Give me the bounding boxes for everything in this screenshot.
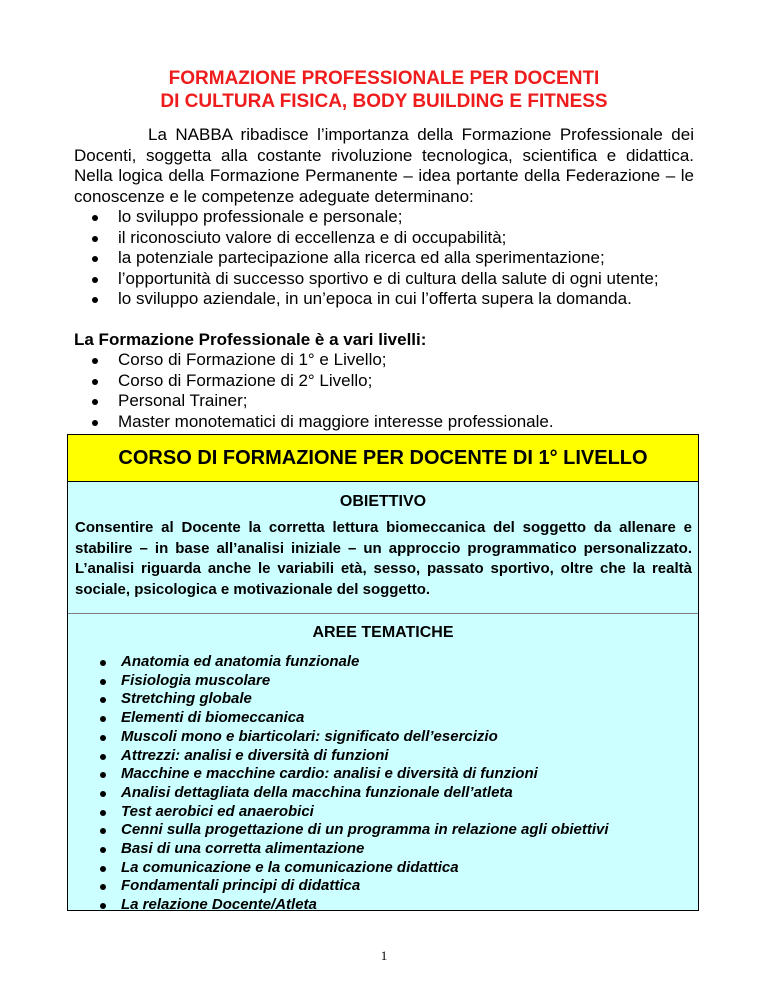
list-item: Corso di Formazione di 2° Livello; (74, 371, 694, 392)
list-item: Test aerobici ed anaerobici (68, 803, 698, 822)
list-item: la potenziale partecipazione alla ricerca ed alla sperimentazione; (74, 248, 694, 269)
intro-bullet-list (74, 207, 694, 310)
intro-paragraph: La NABBA ribadisce l’importanza della Formazione Professionale dei Docenti, soggetta alla costante rivoluzione tecnologica, scientifica e didattica. Nella logica della Formazione Permanente – idea portante della Federazione – le conoscenze e le competenze adeguate determinano: (74, 125, 694, 206)
list-item: Macchine e macchine cardio: analisi e diversità di funzioni (68, 765, 698, 784)
list-item: La comunicazione e la comunicazione didattica (68, 859, 698, 878)
levels-heading: La Formazione Professionale è a vari livelli: (74, 330, 427, 349)
list-item: Fondamentali principi di didattica (68, 877, 698, 896)
list-item: Elementi di biomeccanica (68, 709, 698, 728)
list-item: l’opportunità di successo sportivo e di cultura della salute di ogni utente; (74, 269, 694, 290)
objective-heading: OBIETTIVO (339, 493, 427, 510)
topics-heading: AREE TEMATICHE (312, 624, 454, 641)
list-item: Attrezzi: analisi e diversità di funzioni (68, 747, 698, 766)
course-box-body (68, 482, 698, 914)
page-title-line1: FORMAZIONE PROFESSIONALE PER DOCENTI (168, 68, 600, 89)
page-title-line2: DI CULTURA FISICA, BODY BUILDING E FITNESS (160, 91, 608, 112)
list-item: Muscoli mono e biarticolari: significato dell’esercizio (68, 728, 698, 747)
list-item: Basi di una corretta alimentazione (68, 840, 698, 859)
list-item: Personal Trainer; (74, 391, 694, 412)
list-item: Fisiologia muscolare (68, 672, 698, 691)
objective-text: Consentire al Docente la corretta lettura biomeccanica del soggetto da allenare e stabilire – in base all’analisi iniziale – un approccio programmatico personalizzato. L’analisi riguarda anche le variabili età, sesso, passato sportivo, oltre che la realtà sociale, psicologica e motivazionale del soggetto. (75, 519, 692, 598)
course-box (67, 434, 699, 914)
list-item: lo sviluppo aziendale, in un’epoca in cui l’offerta supera la domanda. (74, 289, 694, 310)
list-item: La relazione Docente/Atleta (68, 896, 698, 915)
intro-section (74, 125, 694, 310)
list-item: lo sviluppo professionale e personale; (74, 207, 694, 228)
page-number: 1 (380, 948, 388, 963)
list-item: Analisi dettagliata della macchina funzionale dell’atleta (68, 784, 698, 803)
list-item: il riconosciuto valore di eccellenza e di occupabilità; (74, 228, 694, 249)
list-item: Stretching globale (68, 690, 698, 709)
levels-bullet-list (74, 350, 694, 432)
list-item: Anatomia ed anatomia funzionale (68, 653, 698, 672)
course-box-title: CORSO DI FORMAZIONE PER DOCENTE DI 1° LIVELLO (68, 435, 698, 482)
topics-list (68, 653, 698, 915)
list-item: Master monotematici di maggiore interesse professionale. (74, 412, 694, 433)
list-item: Cenni sulla progettazione di un programma in relazione agli obiettivi (68, 821, 698, 840)
objective-section (68, 482, 698, 614)
levels-section (74, 350, 694, 432)
list-item: Corso di Formazione di 1° e Livello; (74, 350, 694, 371)
